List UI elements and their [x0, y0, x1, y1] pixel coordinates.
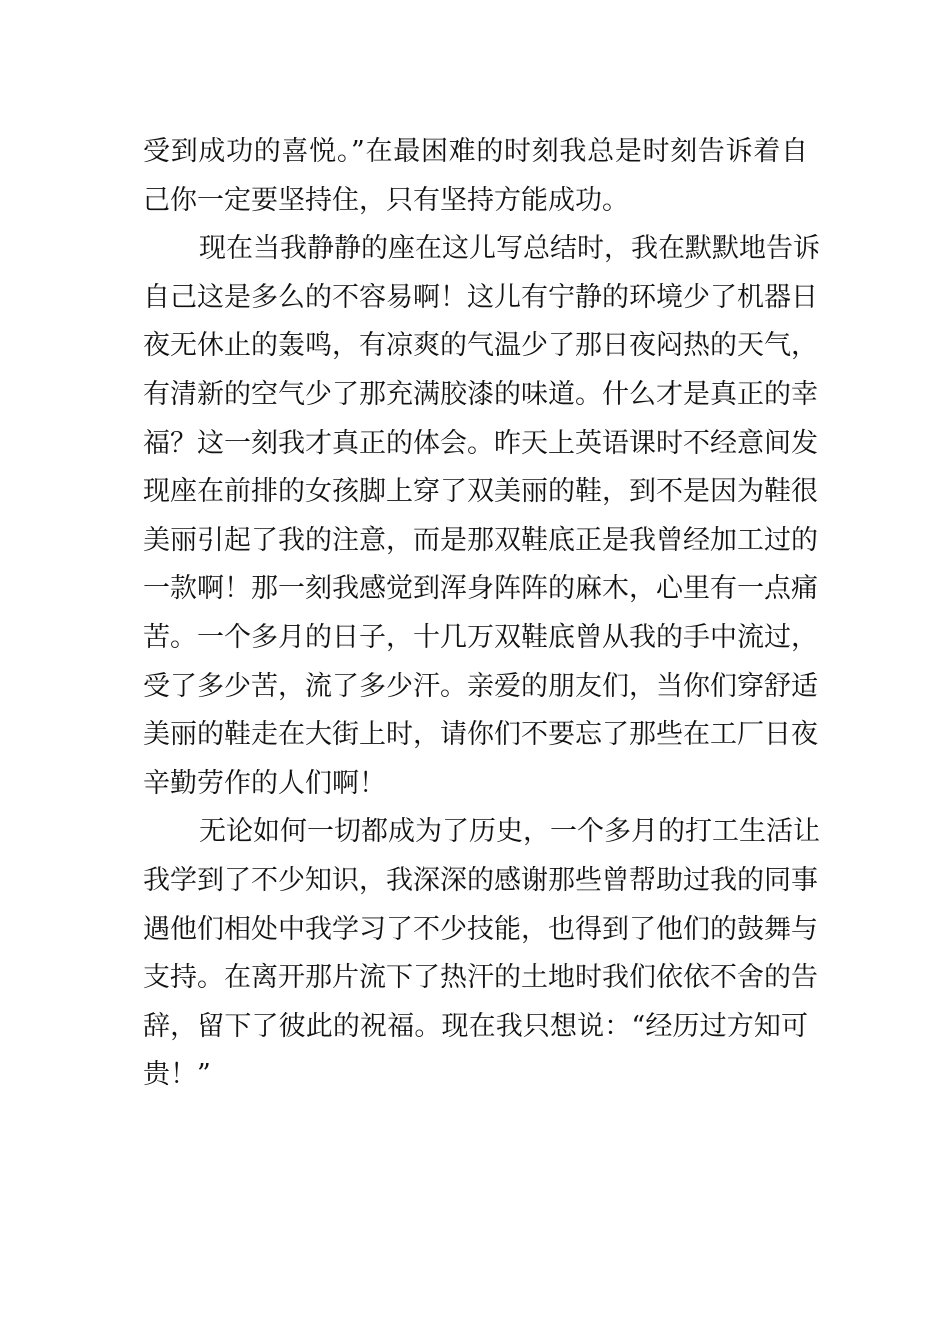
- text-line: 辞，留下了彼此的祝福。现在我只想说：“经历过方知可: [143, 1010, 808, 1042]
- paragraph-3: [143, 808, 820, 1100]
- text-line: 受了多少苦，流了多少汗。亲爱的朋友们，当你们穿舒适: [143, 670, 818, 702]
- text-line: 美丽的鞋走在大街上时，请你们不要忘了那些在工厂日夜: [143, 719, 818, 751]
- document-body: [143, 128, 820, 1100]
- text-line: 遇他们相处中我学习了不少技能，也得到了他们的鼓舞与: [143, 913, 818, 945]
- text-line: 一款啊！那一刻我感觉到浑身阵阵的麻木，心里有一点痛: [143, 573, 818, 605]
- text-line: 夜无休止的轰鸣，有凉爽的气温少了那日夜闷热的天气，: [143, 330, 818, 362]
- text-line: 现座在前排的女孩脚上穿了双美丽的鞋，到不是因为鞋很: [143, 476, 818, 508]
- text-line: 受到成功的喜悦。”在最困难的时刻我总是时刻告诉着自: [143, 136, 808, 167]
- text-line: 辛勤劳作的人们啊！: [143, 767, 386, 799]
- text-line: 苦。一个多月的日子，十几万双鞋底曾从我的手中流过，: [143, 621, 818, 653]
- text-line: 福？这一刻我才真正的体会。昨天上英语课时不经意间发: [143, 427, 818, 459]
- text-line: 现在当我静静的座在这儿写总结时，我在默默地告诉: [199, 233, 820, 265]
- text-line: 支持。在离开那片流下了热汗的土地时我们依依不舍的告: [143, 962, 818, 994]
- paragraph-2: [143, 225, 820, 808]
- text-line: 无论如何一切都成为了历史，一个多月的打工生活让: [199, 816, 820, 848]
- text-line: 我学到了不少知识，我深深的感谢那些曾帮助过我的同事: [143, 864, 818, 896]
- text-line: 贵！”: [143, 1059, 211, 1091]
- text-line: 有清新的空气少了那充满胶漆的味道。什么才是真正的幸: [143, 378, 818, 410]
- paragraph-1: [143, 128, 808, 225]
- text-line: 己你一定要坚持住，只有坚持方能成功。: [143, 184, 629, 216]
- text-line: 自己这是多么的不容易啊！这儿有宁静的环境少了机器日: [143, 281, 818, 313]
- text-line: 美丽引起了我的注意，而是那双鞋底正是我曾经加工过的: [143, 524, 818, 556]
